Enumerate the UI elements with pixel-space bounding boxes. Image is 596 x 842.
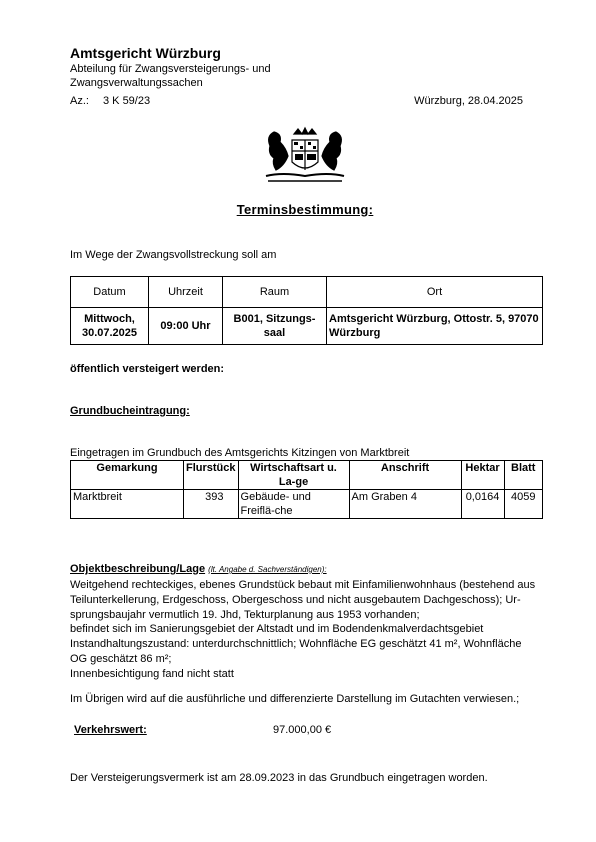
column-header: Blatt [504, 461, 542, 490]
object-description [70, 578, 540, 682]
column-header: Anschrift [349, 461, 461, 490]
column-header: Flurstück [184, 461, 239, 490]
wirtschaftsart-cell: Gebäude- und Freiflä-che [238, 490, 349, 519]
blatt-cell: 4059 [504, 490, 542, 519]
case-number-label: Az.: [70, 95, 89, 107]
column-header: Raum [223, 277, 327, 308]
object-heading-note: (lt. Angabe d. Sachverständigen): [208, 565, 327, 574]
anschrift-cell: Am Graben 4 [349, 490, 461, 519]
column-header: Wirtschaftsart u. La-ge [238, 461, 349, 490]
sold-text: öffentlich versteigert werden: [70, 363, 225, 375]
grundbuch-intro: Eingetragen im Grundbuch des Amtsgerichts Kitzingen von Marktbreit [70, 447, 410, 459]
appointment-table [70, 276, 543, 345]
appointment-room: B001, Sitzungs-saal [223, 308, 327, 345]
description-line: Teilunterkellerung, Erdgeschoss, Obergeschoss und nicht ausgebautem Dachgeschoss); Ur- [70, 593, 521, 606]
bavarian-coat-of-arms-icon [262, 126, 348, 184]
table-header-row [71, 461, 543, 490]
table-row [71, 308, 543, 345]
gemarkung-cell: Marktbreit [71, 490, 184, 519]
page-title: Terminsbestimmung: [236, 202, 374, 217]
auction-note: Der Versteigerungsvermerk ist am 28.09.2023 in das Grundbuch eingetragen worden. [70, 772, 488, 784]
description-line: befindet sich im Sanierungsgebiet der Altstadt und im Bodendenkmalverdachtsgebiet [70, 623, 484, 636]
description-line: sprungsbaujahr vermutlich 19. Jhd, Tekturplanung aus 1953 vorhanden; [70, 608, 420, 621]
grundbuch-table [70, 460, 543, 519]
intro-text: Im Wege der Zwangsvollstreckung soll am [70, 249, 277, 261]
table-header-row [71, 277, 543, 308]
flurstueck-cell: 393 [184, 490, 239, 519]
appointment-place: Amtsgericht Würzburg, Ottostr. 5, 97070 Würzburg [327, 308, 543, 345]
market-value: 97.000,00 € [273, 724, 332, 736]
appointment-time: 09:00 Uhr [149, 308, 223, 345]
description-line: Innenbesichtigung fand nicht statt [70, 667, 234, 680]
description-line: Weitgehend rechteckiges, ebenes Grundstück bebaut mit Einfamilienwohnhaus (bestehend aus [70, 579, 536, 591]
column-header: Gemarkung [71, 461, 184, 490]
grundbuch-heading: Grundbucheintragung: [70, 405, 190, 417]
column-header: Datum [71, 277, 149, 308]
place-date: Würzburg, 28.04.2025 [414, 95, 523, 107]
appointment-date: Mittwoch, 30.07.2025 [71, 308, 149, 345]
table-row [71, 490, 543, 519]
reference-text: Im Übrigen wird auf die ausführliche und differenzierte Darstellung im Gutachten verwiesen.; [70, 693, 520, 705]
hektar-cell: 0,0164 [461, 490, 504, 519]
description-line: OG geschätzt 86 m²; [70, 652, 172, 665]
object-description-heading [70, 562, 327, 577]
column-header: Hektar [461, 461, 504, 490]
market-value-label: Verkehrswert: [74, 724, 147, 736]
column-header: Ort [327, 277, 543, 308]
column-header: Uhrzeit [149, 277, 223, 308]
court-name: Amtsgericht Würzburg [70, 45, 221, 61]
case-number: 3 K 59/23 [103, 95, 151, 107]
department: Abteilung für Zwangsversteigerungs- und Zwangsverwaltungssachen [70, 63, 271, 89]
description-line: Instandhaltungszustand: unterdurchschnittlich; Wohnfläche EG geschätzt 41 m², Wohnfläche [70, 638, 522, 651]
object-heading-label: Objektbeschreibung/Lage [70, 563, 206, 575]
